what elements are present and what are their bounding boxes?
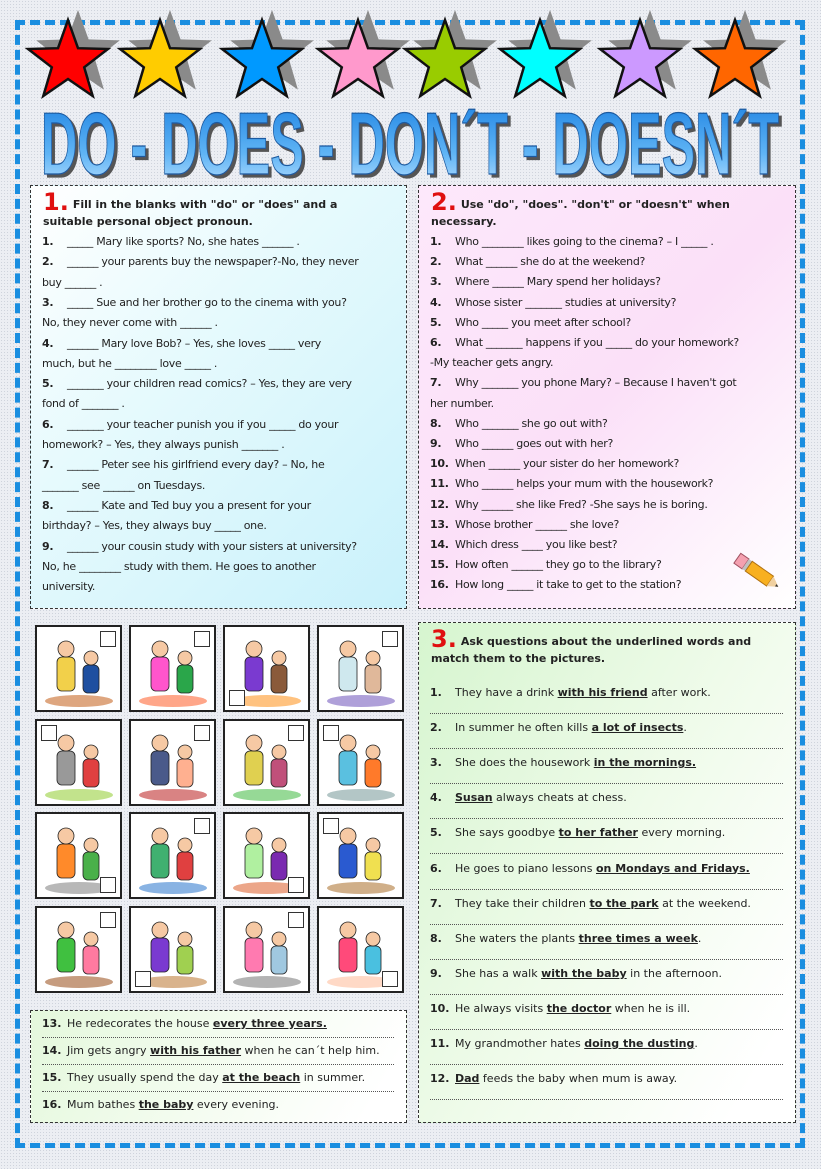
answer-checkbox[interactable] (382, 971, 398, 987)
item-text[interactable]: Whose sister _______ studies at university? (455, 295, 677, 309)
item-text[interactable]: birthday? – Yes, they always buy _____ one. (42, 519, 267, 533)
exercise-item-line (42, 296, 347, 309)
item-text[interactable]: Where ______ Mary spend her holidays? (455, 275, 661, 289)
item-number: 3. (430, 756, 442, 770)
picture-grid (35, 625, 403, 997)
item-number: 11. (430, 1037, 450, 1050)
item-text: every evening. (193, 1098, 280, 1111)
exercise-item-line (42, 357, 217, 370)
item-text: He always visits (455, 1001, 547, 1015)
picture-drink-with-friend (223, 812, 310, 899)
item-text[interactable]: Who ______ goes out with her? (455, 437, 614, 450)
exercise-item-line (430, 376, 736, 389)
item-text[interactable]: What ______ she do at the weekend? (455, 255, 646, 269)
star-icon (600, 20, 680, 96)
item-number: 7. (430, 896, 442, 910)
item-number: 13. (430, 517, 449, 531)
underlined-words: Dad (455, 1072, 480, 1086)
item-text[interactable]: her number. (430, 396, 494, 410)
question-item (430, 897, 751, 910)
exercise-item-line (430, 255, 645, 268)
answer-checkbox[interactable] (41, 725, 57, 741)
answer-line[interactable] (430, 924, 783, 925)
item-text: Mum bathes (67, 1098, 139, 1111)
exercise-3-instruction (431, 625, 787, 667)
exercise-item-line (430, 477, 713, 490)
star-icon (120, 20, 200, 96)
exercise-item-line (42, 397, 125, 410)
answer-line[interactable] (430, 1064, 783, 1065)
title-text: DO - DOES - DON´T - DOESN´T (41, 103, 779, 183)
answer-checkbox[interactable] (382, 631, 398, 647)
underlined-words: with his father (150, 1044, 242, 1057)
answer-line[interactable] (42, 1064, 394, 1065)
exercise-item-line (42, 316, 218, 329)
item-number: 9. (430, 966, 442, 980)
exercise-item-line (430, 578, 681, 591)
answer-checkbox[interactable] (323, 725, 339, 741)
answer-line[interactable] (430, 853, 783, 854)
answer-line[interactable] (42, 1037, 394, 1038)
item-text[interactable]: No, he ________ study with them. He goes to another (42, 559, 316, 573)
item-number: 2. (430, 721, 442, 735)
question-item (42, 1017, 327, 1030)
exercise-item-line (42, 255, 358, 268)
picture-watering-plants (223, 719, 310, 806)
instruction-text: Use "do", "does". "don't" or "doesn't" when (460, 198, 730, 211)
answer-line[interactable] (430, 994, 783, 995)
item-text: She does the housework (455, 756, 594, 770)
question-item (430, 932, 701, 945)
underlined-words: in the mornings. (593, 756, 697, 770)
picture-homework-help (129, 906, 216, 993)
item-text: She waters the plants (455, 931, 579, 945)
item-text[interactable]: Who _______ she go out with? (455, 416, 608, 430)
item-number: 9. (42, 539, 54, 553)
question-item (42, 1098, 279, 1111)
item-number: 10. (430, 1001, 450, 1015)
item-text[interactable]: buy ______ . (42, 275, 103, 289)
exercise-item-line (430, 538, 617, 551)
item-number: 5. (430, 826, 442, 840)
instruction-text: Ask questions about the underlined words and (460, 635, 752, 648)
exercise-3-box (418, 622, 796, 1123)
item-number: 5. (42, 377, 54, 391)
item-text[interactable]: _______ see ______ on Tuesdays. (42, 478, 206, 492)
question-item (430, 826, 725, 839)
item-text: In summer he often kills (455, 721, 592, 735)
exercise-item-line (42, 580, 95, 593)
instruction-text: match them to the pictures. (431, 652, 606, 665)
item-number: 6. (430, 861, 442, 875)
exercise-item-line (42, 377, 352, 390)
item-text[interactable]: No, they never come with ______ . (42, 316, 218, 330)
answer-checkbox[interactable] (100, 877, 116, 893)
item-number: 3. (42, 295, 54, 309)
question-item (430, 967, 722, 980)
picture-father-holding-child (35, 625, 122, 712)
exercise-item-line (430, 336, 739, 349)
item-text[interactable]: When ______ your sister do her homework? (455, 457, 680, 471)
picture-mopping (223, 906, 310, 993)
exercise-item-line (430, 498, 708, 511)
item-text[interactable]: Whose brother ______ she love? (455, 517, 620, 531)
answer-checkbox[interactable] (194, 631, 210, 647)
exercise-item-line (42, 560, 316, 573)
instruction-text: Fill in the blanks with "do" or "does" and a (72, 198, 338, 211)
exercise-item-line (430, 518, 619, 531)
exercise-item-line (430, 397, 494, 410)
underlined-words: with his friend (557, 686, 648, 699)
answer-checkbox[interactable] (229, 690, 245, 706)
question-item (430, 686, 711, 699)
question-item (430, 1072, 677, 1085)
picture-park (35, 906, 122, 993)
question-item (42, 1071, 365, 1084)
item-text: when he can´t help him. (241, 1044, 380, 1057)
exercise-number: 1. (43, 188, 69, 216)
item-text[interactable]: ______ your parents buy the newspaper?-No, they never (67, 255, 359, 269)
item-text[interactable]: Which dress ____ you like best? (455, 538, 618, 551)
exercise-item-line (430, 417, 608, 430)
underlined-words: the baby (138, 1098, 194, 1111)
item-number: 16. (430, 578, 449, 592)
answer-line[interactable] (430, 1099, 783, 1100)
star-icon (500, 20, 580, 96)
item-number: 7. (430, 376, 442, 390)
item-text[interactable]: ______ Peter see his girlfriend every day? – No, he (67, 458, 325, 472)
exercise-item-line (430, 457, 679, 470)
item-number: 7. (42, 458, 54, 472)
item-text[interactable]: _______ your children read comics? – Yes, they are very (67, 377, 352, 391)
question-item (430, 721, 687, 734)
exercise-2-box (418, 185, 796, 609)
item-text[interactable]: Who _____ you meet after school? (455, 315, 631, 329)
item-text[interactable]: _______ your teacher punish you if you _____ do your (67, 417, 339, 431)
picture-redecorating (129, 812, 216, 899)
answer-checkbox[interactable] (194, 818, 210, 834)
item-text: . (683, 721, 687, 735)
item-number: 4. (430, 791, 442, 805)
exercise-item-line (42, 438, 284, 451)
exercise-item-line (42, 458, 324, 471)
item-text: They have a drink (455, 686, 558, 699)
question-item (430, 862, 750, 875)
item-number: 14. (430, 538, 449, 551)
item-number: 15. (430, 558, 449, 572)
item-text[interactable]: What _______ happens if you _____ do your homework? (455, 336, 739, 349)
item-text: every morning. (637, 826, 726, 840)
answer-checkbox[interactable] (288, 912, 304, 928)
item-text[interactable]: _____ Sue and her brother go to the cinema with you? (67, 295, 347, 309)
underlined-words: with the baby (541, 966, 627, 980)
item-text[interactable]: Why ______ she like Fred? -She says he is boring. (455, 497, 708, 511)
worksheet-title (40, 103, 785, 183)
item-text[interactable]: _____ Mary like sports? No, she hates ______ . (67, 235, 300, 248)
item-text: They take their children (455, 896, 590, 910)
item-number: 15. (42, 1071, 62, 1084)
item-text: She has a walk (455, 966, 542, 980)
exercise-item-line (430, 275, 661, 288)
item-number: 11. (430, 477, 449, 491)
underlined-words: a lot of insects (591, 721, 684, 735)
item-text: . (697, 931, 702, 945)
item-number: 8. (430, 931, 442, 945)
question-item (430, 1002, 690, 1015)
item-text: She says goodbye (455, 826, 559, 840)
underlined-words: at the beach (222, 1071, 301, 1084)
exercise-2-instruction (431, 188, 787, 230)
underlined-words: Susan (455, 791, 493, 805)
item-number: 9. (430, 437, 442, 450)
stars-row (20, 10, 800, 105)
answer-checkbox[interactable] (323, 818, 339, 834)
item-number: 5. (430, 315, 442, 329)
underlined-words: to the park (589, 896, 659, 910)
item-text[interactable]: ______ Kate and Ted buy you a present for your (67, 498, 311, 512)
picture-piano-lesson (223, 625, 310, 712)
item-text: when he is ill. (611, 1001, 691, 1015)
instruction-text: necessary. (431, 215, 497, 228)
answer-checkbox[interactable] (194, 725, 210, 741)
question-item (430, 791, 627, 804)
item-text: always cheats at chess. (492, 791, 627, 805)
answer-line[interactable] (42, 1091, 394, 1092)
exercise-item-line (430, 356, 553, 369)
item-number: 4. (430, 295, 442, 309)
item-text: in the afternoon. (626, 966, 722, 980)
exercise-1-instruction (43, 188, 398, 230)
instruction-text: suitable personal object pronoun. (43, 215, 253, 228)
item-number: 16. (42, 1098, 62, 1111)
item-number: 4. (42, 336, 54, 350)
exercise-number: 2. (431, 188, 457, 216)
item-text[interactable]: -My teacher gets angry. (430, 356, 554, 370)
picture-goodbye-to-father (129, 719, 216, 806)
item-text[interactable]: How long _____ it take to get to the station? (455, 578, 682, 592)
item-number: 1. (42, 235, 54, 248)
answer-line[interactable] (430, 959, 783, 960)
item-number: 8. (430, 416, 442, 430)
exercise-item-line (42, 499, 311, 512)
exercise-item-line (42, 540, 357, 553)
picture-killing-insects (317, 812, 404, 899)
item-text[interactable]: Why _______ you phone Mary? – Because I haven't got (455, 376, 737, 390)
exercise-item-line (42, 479, 205, 492)
picture-chess (35, 812, 122, 899)
exercise-item-line (42, 337, 321, 350)
item-text[interactable]: ______ Mary love Bob? – Yes, she loves _____ very (67, 336, 322, 350)
picture-bathing-baby (317, 906, 404, 993)
star-icon (318, 20, 398, 96)
item-text[interactable]: How often ______ they go to the library? (455, 558, 662, 572)
item-text[interactable]: fond of _______ . (42, 397, 125, 411)
item-number: 13. (42, 1017, 62, 1030)
exercise-item-line (42, 235, 300, 248)
item-text: in summer. (300, 1071, 366, 1084)
exercise-item-line (430, 235, 714, 248)
exercise-1-box (30, 185, 407, 609)
item-text[interactable]: ______ your cousin study with your sisters at university? (67, 539, 357, 553)
item-number: 1. (430, 686, 442, 699)
question-item (430, 756, 696, 769)
item-number: 14. (42, 1044, 62, 1057)
underlined-words: to her father (558, 826, 638, 840)
underlined-words: doing the dusting (584, 1037, 695, 1050)
answer-checkbox[interactable] (100, 912, 116, 928)
exercise-item-line (430, 558, 662, 571)
exercise-3-continued-box (30, 1010, 407, 1123)
picture-walk-with-baby (35, 719, 122, 806)
answer-checkbox[interactable] (100, 631, 116, 647)
item-number: 6. (430, 336, 442, 349)
underlined-words: the doctor (546, 1001, 612, 1015)
item-text: They usually spend the day (67, 1071, 223, 1084)
exercise-item-line (430, 437, 613, 450)
underlined-words: three times a week (578, 931, 698, 945)
item-text: . (694, 1037, 698, 1050)
star-icon (695, 20, 775, 96)
item-text[interactable]: university. (42, 580, 96, 594)
answer-line[interactable] (430, 1029, 783, 1030)
item-text: He goes to piano lessons (455, 861, 596, 875)
item-text: after work. (647, 686, 711, 699)
answer-checkbox[interactable] (288, 877, 304, 893)
answer-checkbox[interactable] (135, 971, 151, 987)
star-icon (405, 20, 485, 96)
item-text: Jim gets angry (67, 1044, 151, 1057)
item-text[interactable]: Who ______ helps your mum with the housework? (455, 477, 714, 491)
item-number: 2. (430, 255, 442, 269)
exercise-item-line (430, 316, 631, 329)
item-number: 8. (42, 498, 54, 512)
item-number: 10. (430, 457, 449, 471)
item-text[interactable]: much, but he ________ love _____ . (42, 356, 218, 370)
item-text: He redecorates the house (67, 1017, 213, 1030)
answer-line[interactable] (430, 713, 783, 714)
picture-doctor-visit (317, 625, 404, 712)
underlined-words: on Mondays and Fridays. (595, 861, 750, 875)
picture-beach-family (129, 625, 216, 712)
item-text: feeds the baby when mum is away. (479, 1072, 678, 1086)
exercise-item-line (42, 276, 102, 289)
question-item (430, 1037, 698, 1050)
star-icon (222, 20, 302, 96)
picture-dusting (317, 719, 404, 806)
star-icon (28, 20, 108, 96)
answer-line[interactable] (430, 818, 783, 819)
exercise-number: 3. (431, 625, 457, 653)
exercise-item-line (430, 296, 676, 309)
pencil-icon (729, 546, 785, 598)
item-number: 12. (430, 1072, 450, 1086)
item-number: 12. (430, 497, 449, 511)
item-text[interactable]: Who ________ likes going to the cinema? – I _____ . (455, 235, 714, 248)
item-text[interactable]: homework? – Yes, they always punish _______ . (42, 438, 285, 451)
answer-checkbox[interactable] (288, 725, 304, 741)
question-item (42, 1044, 380, 1057)
item-number: 3. (430, 275, 442, 289)
item-text: at the weekend. (658, 896, 751, 910)
item-number: 2. (42, 255, 54, 269)
item-number: 6. (42, 417, 54, 431)
answer-line[interactable] (430, 748, 783, 749)
exercise-item-line (42, 418, 338, 431)
exercise-item-line (42, 519, 267, 532)
item-text: My grandmother hates (455, 1037, 585, 1050)
answer-line[interactable] (430, 889, 783, 890)
underlined-words: every three years. (212, 1017, 327, 1030)
item-number: 1. (430, 235, 442, 248)
answer-line[interactable] (430, 783, 783, 784)
